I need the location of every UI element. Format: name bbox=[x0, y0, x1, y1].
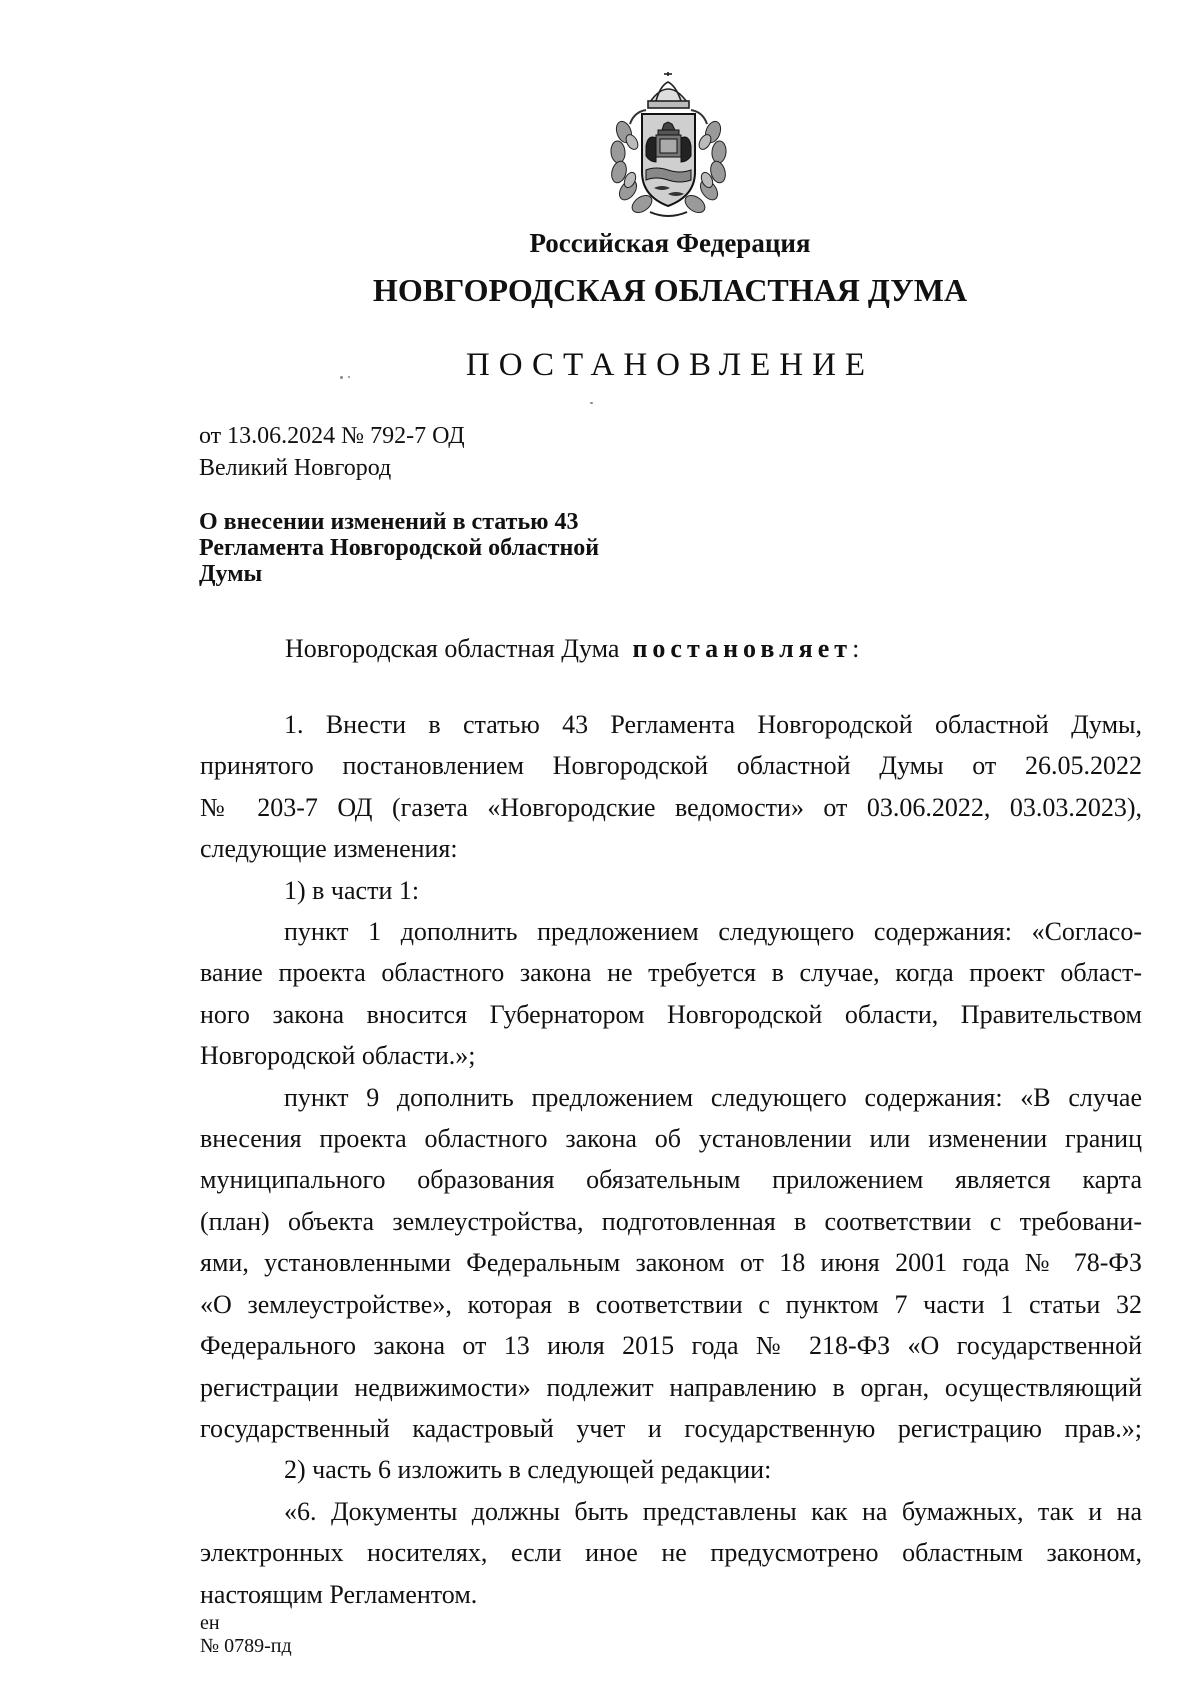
country-heading: Российская Федерация bbox=[529, 228, 811, 258]
body-line: (план) объекта землеустройства, подготовленная в соответствии с требовани- bbox=[200, 1206, 1142, 1236]
body-line: ями, установленными Федеральным законом от 18 июня 2001 года № 78-ФЗ bbox=[200, 1248, 1142, 1278]
executor-initials: ен bbox=[200, 1612, 220, 1634]
title-line: Думы bbox=[199, 561, 263, 587]
document-footer bbox=[200, 1612, 292, 1658]
body-line: государственный кадастровый учет и государственную регистрацию прав.»; bbox=[200, 1413, 1142, 1443]
body-line: Новгородской области.»; bbox=[200, 1041, 476, 1071]
body-line: № 203-7 ОД (газета «Новгородские ведомости» от 03.06.2022, 03.03.2023), bbox=[200, 792, 1142, 822]
body-line: 1. Внести в статью 43 Регламента Новгородской областной Думы, bbox=[284, 710, 1142, 739]
body-line: принятого постановлением Новгородской областной Думы от 26.05.2022 bbox=[200, 751, 1142, 781]
body-line: следующие изменения: bbox=[200, 834, 458, 864]
document-title bbox=[199, 509, 719, 587]
body-line: вание проекта областного закона не требуется в случае, когда проект област- bbox=[200, 958, 1142, 988]
body-line: муниципального образования обязательным приложением является карта bbox=[200, 1165, 1142, 1195]
preamble-verb: постановляет bbox=[632, 634, 853, 663]
body-line: регистрации недвижимости» подлежит направлению в орган, осуществляющий bbox=[200, 1372, 1142, 1402]
body-line: внесения проекта областного закона об установлении или изменении границ bbox=[200, 1124, 1142, 1154]
body-line: «6. Документы должны быть представлены как на бумажных, так и на bbox=[284, 1496, 1142, 1526]
body-line: Федерального закона от 13 июля 2015 года № 218-ФЗ «О государственной bbox=[200, 1331, 1142, 1361]
body-line: электронных носителях, если иное не предусмотрено областным законом, bbox=[200, 1538, 1142, 1568]
scan-speck bbox=[348, 376, 350, 378]
document-city: Великий Новгород bbox=[199, 455, 392, 481]
body-line: 1) в части 1: bbox=[284, 875, 420, 905]
scan-speck bbox=[590, 402, 593, 404]
title-line: Регламента Новгородской областной bbox=[199, 535, 600, 561]
document-body bbox=[200, 704, 1142, 1615]
internal-number: № 0789-пд bbox=[200, 1635, 292, 1657]
preamble bbox=[285, 634, 859, 664]
body-line: «О землеустройстве», которая в соответствии с пунктом 7 части 1 статьи 32 bbox=[200, 1289, 1142, 1319]
novgorod-coat-of-arms-icon bbox=[606, 72, 731, 220]
preamble-subject: Новгородская областная Дума bbox=[285, 634, 620, 663]
body-line: пункт 1 дополнить предложением следующего содержания: «Согласо- bbox=[284, 917, 1142, 947]
body-line: ного закона вносится Губернатором Новгородской области, Правительством bbox=[200, 999, 1142, 1029]
scan-speck bbox=[340, 376, 343, 379]
document-date-number: от 13.06.2024 № 792-7 ОД bbox=[199, 423, 465, 449]
preamble-colon: : bbox=[852, 634, 860, 663]
authority-heading: НОВГОРОДСКАЯ ОБЛАСТНАЯ ДУМА bbox=[372, 272, 968, 308]
body-line: настоящим Регламентом. bbox=[200, 1579, 478, 1609]
body-line: пункт 9 дополнить предложением следующего содержания: «В случае bbox=[284, 1082, 1142, 1112]
document-type-heading: ПОСТАНОВЛЕНИЕ bbox=[465, 347, 875, 383]
title-line: О внесении изменений в статью 43 bbox=[199, 509, 579, 535]
body-line: 2) часть 6 изложить в следующей редакции: bbox=[284, 1455, 772, 1485]
